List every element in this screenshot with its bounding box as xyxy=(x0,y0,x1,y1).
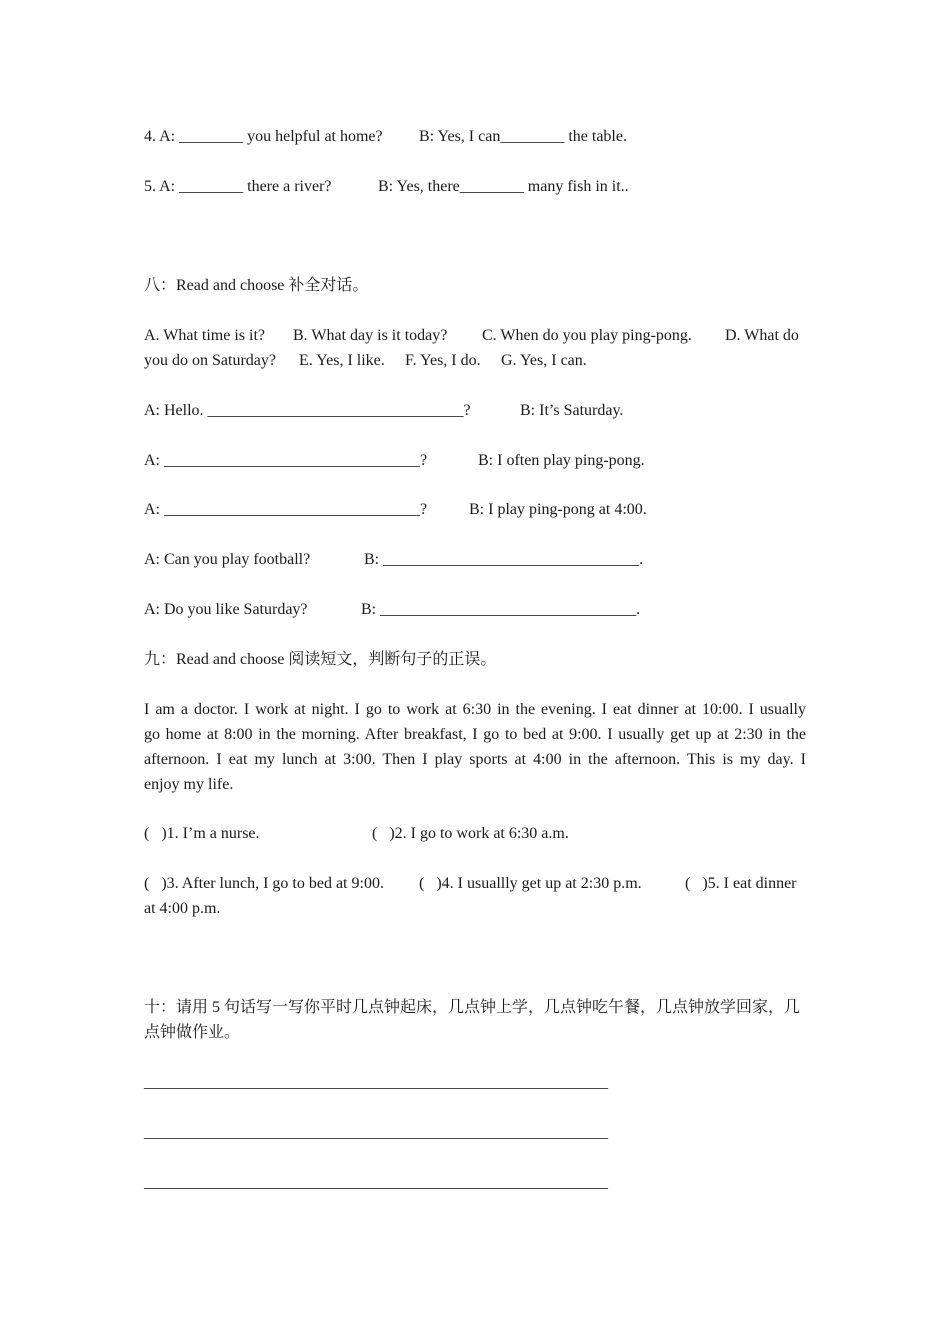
section-10-heading-line-1: 十：请用 5 句话写一写你平时几点钟起床，几点钟上学，几点钟吃午餐，几点钟放学回家，几 xyxy=(144,999,801,1016)
dialogue-5-a: A: Do you like Saturday? xyxy=(144,601,308,618)
option-f: F. Yes, I do. xyxy=(405,352,481,369)
dialogue-3-a: A: ________________________________? xyxy=(144,501,428,518)
reading-passage xyxy=(144,697,806,797)
statement-3: ( )3. After lunch, I go to bed at 9:00. xyxy=(144,875,384,892)
statement-4: ( )4. I usuallly get up at 2:30 p.m. xyxy=(419,875,642,892)
option-c: C. When do you play ping-pong. xyxy=(482,327,692,344)
statement-1: ( )1. I’m a nurse. xyxy=(144,825,260,842)
answer-line-3[interactable]: __________________________________________________________ xyxy=(144,1174,608,1191)
section-9-heading: 九：Read and choose 阅读短文，判断句子的正误。 xyxy=(144,651,497,668)
statement-5-start: ( )5. I eat dinner xyxy=(685,875,797,892)
section-8-heading: 八：Read and choose 补全对话。 xyxy=(144,277,369,294)
option-g: G. Yes, I can. xyxy=(501,352,587,369)
option-b: B. What day is it today? xyxy=(293,327,448,344)
dialogue-4-b: B: ________________________________. xyxy=(364,551,644,568)
option-e: E. Yes, I like. xyxy=(299,352,385,369)
dialogue-3-b: B: I play ping-pong at 4:00. xyxy=(469,501,647,518)
option-a: A. What time is it? xyxy=(144,327,266,344)
dialogue-5-b: B: ________________________________. xyxy=(361,601,641,618)
passage-line-3: afternoon. I eat my lunch at 3:00. Then I play sports at 4:00 in the afternoon. This is my day. I xyxy=(144,751,806,768)
statements-line-3 xyxy=(144,899,806,959)
option-d-end: you do on Saturday? xyxy=(144,352,276,369)
statement-2: ( )2. I go to work at 6:30 a.m. xyxy=(372,825,569,842)
dialogue-1-a: A: Hello. ________________________________? xyxy=(144,402,471,419)
question-4-b: B: Yes, I can________ the table. xyxy=(419,128,627,145)
question-5 xyxy=(144,177,806,257)
dialogue-2-a: A: ________________________________? xyxy=(144,452,428,469)
section-10-heading-line-2: 点钟做作业。 xyxy=(144,1024,241,1041)
statement-5-end: at 4:00 p.m. xyxy=(144,900,221,917)
dialogue-2-b: B: I often play ping-pong. xyxy=(478,452,645,469)
option-d-start: D. What do xyxy=(725,327,799,344)
passage-line-4: enjoy my life. xyxy=(144,776,234,793)
passage-line-2: go home at 8:00 in the morning. After breakfast, I go to bed at 9:00. I usually get up at 2:30 in the xyxy=(144,726,806,743)
question-5-b: B: Yes, there________ many fish in it.. xyxy=(378,178,629,195)
passage-line-1: I am a doctor. I work at night. I go to work at 6:30 in the evening. I eat dinner at 10:00. I usually xyxy=(144,701,806,718)
question-4-a: 4. A: ________ you helpful at home? xyxy=(144,128,383,145)
answer-line-1[interactable]: __________________________________________________________ xyxy=(144,1074,608,1091)
question-5-a: 5. A: ________ there a river? xyxy=(144,178,332,195)
answer-line-2[interactable]: __________________________________________________________ xyxy=(144,1124,608,1141)
dialogue-4-a: A: Can you play football? xyxy=(144,551,311,568)
dialogue-1-b: B: It’s Saturday. xyxy=(520,402,624,419)
